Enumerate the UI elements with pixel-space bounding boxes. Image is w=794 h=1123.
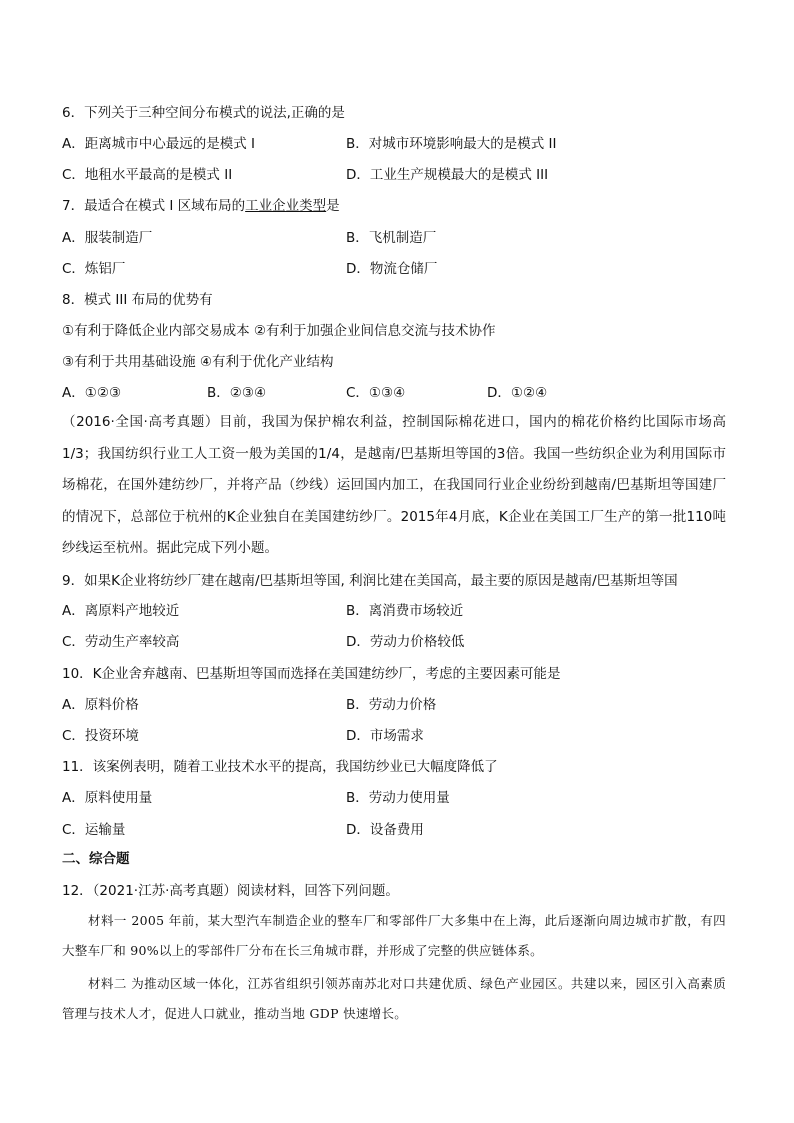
q11-option-c: C．运输量 [62,822,126,838]
q11-option-a: A．原料使用量 [62,790,153,806]
q9-option-b: B．离消费市场较近 [346,603,464,619]
q10-option-c: C．投资环境 [62,728,139,744]
q7-option-a: A．服装制造厂 [62,230,153,246]
q7-option-b: B．飞机制造厂 [346,230,437,246]
q7-option-d: D．物流仓储厂 [346,261,438,277]
q8-option-b: B．②③④ [207,385,267,401]
q12-material-1: 材料一 2005 年前，某大型汽车制造企业的整车厂和零部件厂大多集中在上海，此后逐渐向周边城市扩散，有四大整车厂和 90%以上的零部件厂分布在长三角城市群，并形成了完整的供应链体系。 [62,913,726,958]
q6-option-d: D．工业生产规模最大的是模式 III [346,167,549,183]
q8-option-a: A．①②③ [62,385,122,401]
q8-stem: 8．模式 III 布局的优势有 [62,292,213,308]
q12-stem: 12．（2021·江苏·高考真题）阅读材料，回答下列问题。 [62,883,399,899]
q7-option-c: C．炼铝厂 [62,261,126,277]
q7-stem-suffix: 是 [326,198,340,214]
q9-option-d: D．劳动力价格较低 [346,634,465,650]
q11-stem: 11．该案例表明，随着工业技术水平的提高，我国纺纱业已大幅度降低了 [62,759,498,775]
q9-option-c: C．劳动生产率较高 [62,634,180,650]
q6-option-b: B．对城市环境影响最大的是模式 II [346,136,557,152]
q7-stem [62,196,340,216]
q10-option-b: B．劳动力价格 [346,697,437,713]
section-heading: 二、综合题 [62,851,130,867]
q10-option-a: A．原料价格 [62,697,139,713]
q6-option-a: A．距离城市中心最远的是模式 I [62,136,256,152]
q9-option-a: A．离原料产地较近 [62,603,180,619]
q11-option-d: D．设备费用 [346,822,424,838]
q8-option-d: D．①②④ [487,385,548,401]
q7-stem-prefix: 7．最适合在模式 I 区域布局的 [62,198,246,214]
q11-option-b: B．劳动力使用量 [346,790,450,806]
q6-option-c: C．地租水平最高的是模式 II [62,167,233,183]
q8-statement-1-2: ①有利于降低企业内部交易成本 ②有利于加强企业间信息交流与技术协作 [62,323,496,339]
q6-stem: 6．下列关于三种空间分布模式的说法,正确的是 [62,105,345,121]
q10-option-d: D．市场需求 [346,728,424,744]
q7-stem-underlined: 工业企业类型 [245,198,327,214]
passage-2016: （2016·全国·高考真题）目前，我国为保护棉农利益，控制国际棉花进口，国内的棉花价格约比国际市场高1/3；我国纺织行业工人工资一般为美国的1/4，是越南/巴基斯坦等国的3倍。我国一些纺织企业为利用国际市场棉花，在国外建纺纱厂，并将产品（纱线）运回国内加工，在我国同行业企业纷纷到越南/巴基斯坦等国建厂的情况下，总部位于杭州的K企业独自在美国建纺纱厂。2015年4月底，K企业在美国工厂生产的第一批110吨纱线运至杭州。据此完成下列小题。 [62,414,726,556]
q9-stem: 9．如果K企业将纺纱厂建在越南/巴基斯坦等国, 利润比建在美国高，最主要的原因是越南/巴基斯坦等国 [62,573,678,589]
q8-statement-3-4: ③有利于共用基础设施 ④有利于优化产业结构 [62,354,334,370]
q10-stem: 10．K企业舍弃越南、巴基斯坦等国而选择在美国建纺纱厂，考虑的主要因素可能是 [62,666,561,682]
q8-option-c: C．①③④ [346,385,406,401]
q12-material-2: 材料二 为推动区域一体化，江苏省组织引领苏南苏北对口共建优质、绿色产业园区。共建以来，园区引入高素质管理与技术人才，促进人口就业，推动当地 GDP 快速增长。 [62,976,726,1021]
